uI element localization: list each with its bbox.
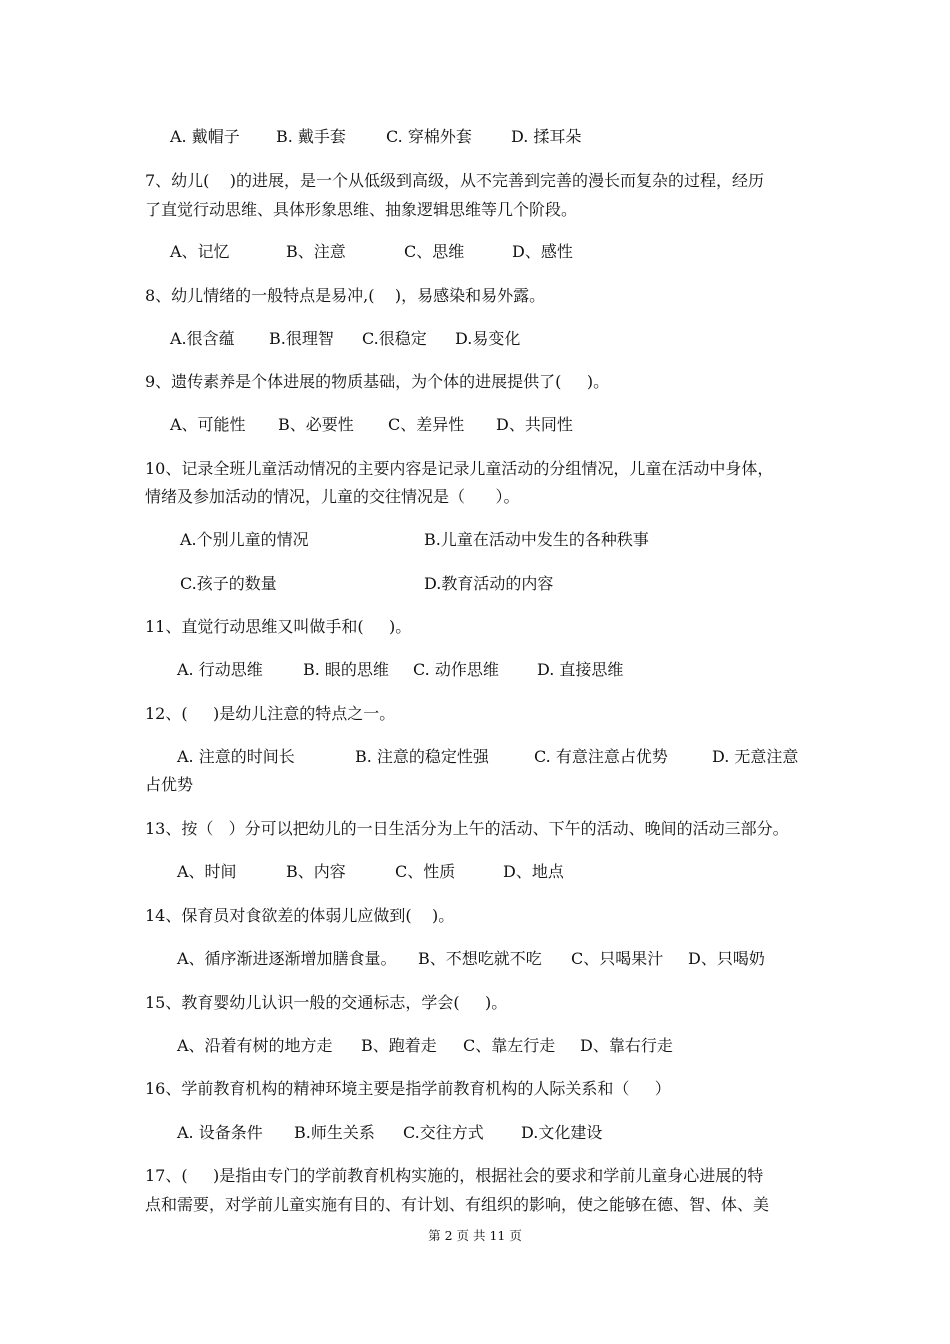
q10-option-a: A.个别儿童的情况 [180,530,309,549]
q11-option-a: A. 行动思维 [177,660,263,679]
option-c: C. 穿棉外套 [386,127,472,146]
q7-option-b: B、注意 [286,242,346,261]
q7-option-c: C、思维 [404,242,465,261]
q13-option-c: C、性质 [395,862,456,881]
question-14-line-1: 14、保育员对食欲差的体弱儿应做到( )。 [145,906,455,925]
q14-option-b: B、不想吃就不吃 [418,949,542,968]
q11-option-d: D. 直接思维 [537,660,624,679]
question-16-line-1: 16、学前教育机构的精神环境主要是指学前教育机构的人际关系和（ ） [145,1079,671,1098]
q10-option-d: D.教育活动的内容 [424,574,554,593]
q12-option-b: B. 注意的稳定性强 [355,747,489,766]
question-17-line-1: 17、( )是指由专门的学前教育机构实施的，根据社会的要求和学前儿童身心进展的特 [145,1166,764,1185]
q7-option-a: A、记忆 [170,242,230,261]
q8-option-a: A.很含蕴 [170,329,235,348]
q15-option-a: A、沿着有树的地方走 [177,1036,333,1055]
q14-option-c: C、只喝果汁 [571,949,664,968]
question-11-line-1: 11、直觉行动思维又叫做手和( )。 [145,617,412,636]
q13-option-a: A、时间 [177,862,237,881]
q13-option-d: D、地点 [503,862,564,881]
page-number-footer: 第 2 页 共 11 页 [428,1228,522,1243]
question-10-line-2: 情绪及参加活动的情况，儿童的交往情况是（ ）。 [145,487,520,506]
q16-option-b: B.师生关系 [294,1123,375,1142]
question-9-line-1: 9、遗传素养是个体进展的物质基础，为个体的进展提供了( )。 [145,372,610,391]
q9-option-b: B、必要性 [278,415,354,434]
q12-option-a: A. 注意的时间长 [177,747,295,766]
q15-option-b: B、跑着走 [361,1036,437,1055]
q10-option-c: C.孩子的数量 [180,574,277,593]
q12-option-c: C. 有意注意占优势 [534,747,668,766]
option-b: B. 戴手套 [276,127,346,146]
question-12-line-1: 12、( )是幼儿注意的特点之一。 [145,704,396,723]
question-8-line-1: 8、幼儿情绪的一般特点是易冲,( )，易感染和易外露。 [145,286,546,305]
q9-option-a: A、可能性 [170,415,246,434]
question-15-line-1: 15、教育婴幼儿认识一般的交通标志，学会( )。 [145,993,508,1012]
q15-option-c: C、靠左行走 [463,1036,556,1055]
option-a: A. 戴帽子 [170,127,240,146]
q9-option-c: C、差异性 [388,415,465,434]
q12-option-d-wrap: 占优势 [145,775,194,794]
question-17-line-2: 点和需要，对学前儿童实施有目的、有计划、有组织的影响，使之能够在德、智、体、美 [145,1195,770,1214]
q10-option-b: B.儿童在活动中发生的各种秩事 [424,530,649,549]
q8-option-c: C.很稳定 [362,329,427,348]
q7-option-d: D、感性 [512,242,573,261]
q12-option-d: D. 无意注意 [712,747,799,766]
q8-option-b: B.很理智 [269,329,334,348]
q11-option-c: C. 动作思维 [413,660,499,679]
q8-option-d: D.易变化 [455,329,521,348]
option-d: D. 揉耳朵 [511,127,582,146]
q14-option-d: D、只喝奶 [688,949,765,968]
q15-option-d: D、靠右行走 [580,1036,673,1055]
q14-option-a: A、循序渐进逐渐增加膳食量。 [177,949,397,968]
q16-option-d: D.文化建设 [521,1123,603,1142]
question-13-line-1: 13、按（ ）分可以把幼儿的一日生活分为上午的活动、下午的活动、晚间的活动三部分。 [145,819,789,838]
question-10-line-1: 10、记录全班儿童活动情况的主要内容是记录儿童活动的分组情况，儿童在活动中身体， [145,459,774,478]
q9-option-d: D、共同性 [496,415,573,434]
question-7-line-2: 了直觉行动思维、具体形象思维、抽象逻辑思维等几个阶段。 [145,200,578,219]
q13-option-b: B、内容 [286,862,346,881]
question-7-line-1: 7、幼儿( )的进展，是一个从低级到高级，从不完善到完善的漫长而复杂的过程，经历 [145,171,765,190]
q16-option-c: C.交往方式 [403,1123,484,1142]
q16-option-a: A. 设备条件 [177,1123,263,1142]
q11-option-b: B. 眼的思维 [303,660,389,679]
